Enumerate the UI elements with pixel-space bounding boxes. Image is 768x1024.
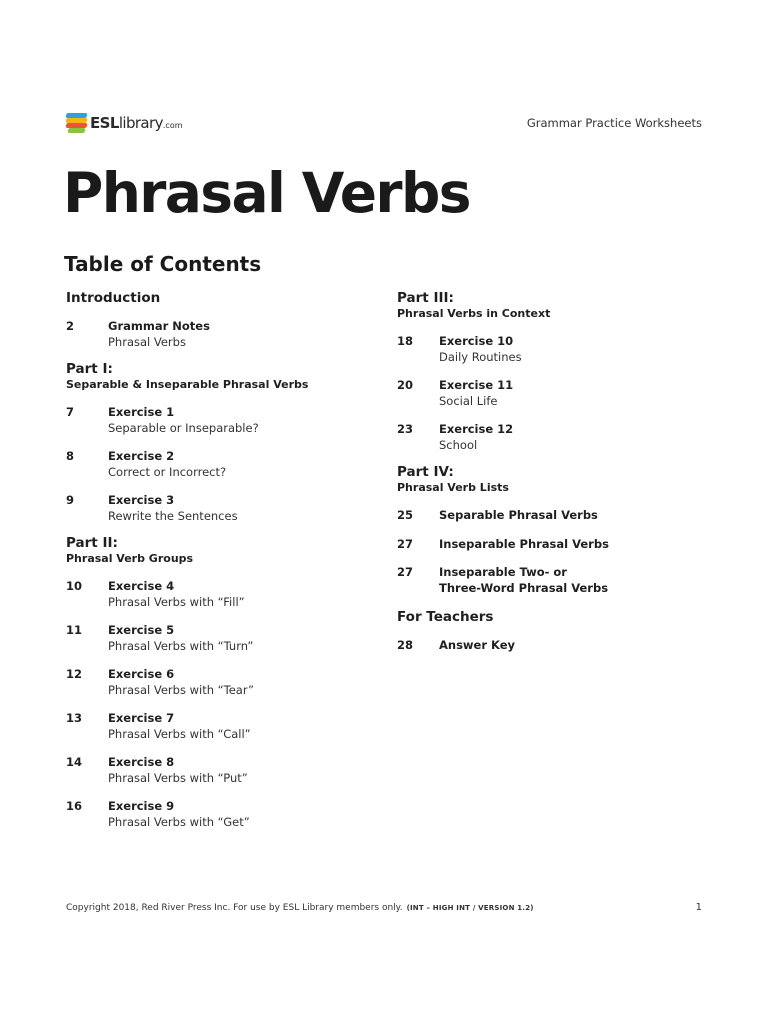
toc-entry[interactable]: [397, 508, 717, 524]
toc-entry[interactable]: [66, 405, 366, 436]
page-number: 12: [66, 667, 83, 681]
page-number: 8: [66, 449, 75, 463]
page-number: 14: [66, 755, 83, 769]
toc-right-column: [397, 290, 717, 654]
entry-title: Exercise 7: [108, 711, 175, 725]
entry-title: Exercise 3: [108, 493, 175, 507]
entry-title: Exercise 6: [108, 667, 175, 681]
toc-section-introduction: [66, 290, 366, 350]
page-number: 16: [66, 799, 83, 813]
page-number: 27: [397, 536, 414, 551]
page-number: 27: [397, 565, 414, 579]
page-number: 13: [66, 711, 83, 725]
entry-description: Phrasal Verbs with “Put”: [108, 770, 248, 785]
esl-library-logo: [66, 112, 183, 134]
entry-title: Exercise 2: [108, 449, 175, 463]
page-number: 20: [397, 378, 414, 392]
entry-description: Phrasal Verbs with “Get”: [108, 814, 250, 829]
section-subheading: Phrasal Verbs in Context: [397, 307, 551, 320]
toc-section-part3: [397, 290, 717, 453]
section-heading: Part II:: [66, 535, 118, 551]
page-title: Phrasal Verbs: [63, 161, 470, 225]
copyright-text: Copyright 2018, Red River Press Inc. For use by ESL Library members only.: [66, 903, 403, 913]
toc-entry[interactable]: [397, 378, 717, 409]
toc-entry[interactable]: [66, 667, 366, 698]
toc-entry[interactable]: [66, 711, 366, 742]
toc-entry[interactable]: [397, 565, 717, 596]
toc-section-part1: [66, 361, 366, 524]
entry-description: Separable or Inseparable?: [108, 420, 259, 435]
section-heading: For Teachers: [397, 609, 494, 625]
entry-title: Exercise 4: [108, 579, 175, 593]
entry-title: Exercise 9: [108, 799, 175, 813]
entry-title: Exercise 8: [108, 755, 175, 769]
entry-description: Phrasal Verbs with “Fill”: [108, 594, 245, 609]
toc-entry[interactable]: [66, 799, 366, 830]
entry-description: Phrasal Verbs with “Tear”: [108, 682, 254, 697]
toc-left-column: [66, 290, 366, 830]
page-number: 18: [397, 334, 414, 348]
entry-title: Separable Phrasal Verbs: [439, 508, 598, 522]
toc-entry[interactable]: [66, 319, 366, 350]
entry-title: Answer Key: [439, 638, 516, 652]
toc-entry[interactable]: [66, 493, 366, 524]
toc-heading: Table of Contents: [64, 252, 262, 276]
toc-entry[interactable]: [397, 537, 717, 553]
page-number: 2: [66, 319, 75, 333]
copyright-notice: [66, 903, 534, 913]
entry-title: Exercise 10: [439, 334, 514, 348]
page-number: 7: [66, 405, 75, 419]
entry-description: Phrasal Verbs with “Turn”: [108, 638, 254, 653]
section-subheading: Separable & Inseparable Phrasal Verbs: [66, 378, 309, 391]
books-stack-icon: [66, 113, 87, 133]
entry-description: School: [439, 437, 478, 452]
entry-title-line2: Three-Word Phrasal Verbs: [439, 580, 609, 595]
toc-section-teachers: [397, 609, 717, 654]
entry-title: Exercise 11: [439, 378, 514, 392]
series-title: Grammar Practice Worksheets: [526, 116, 702, 130]
toc-entry[interactable]: [66, 579, 366, 610]
section-heading: Part IV:: [397, 464, 454, 480]
entry-description: Social Life: [439, 393, 498, 408]
entry-title: Grammar Notes: [108, 319, 210, 333]
page-number: 10: [66, 579, 83, 593]
section-heading: Part I:: [66, 361, 113, 377]
toc-entry[interactable]: [397, 334, 717, 365]
page-number: 25: [397, 508, 414, 522]
entry-description: Correct or Incorrect?: [108, 464, 227, 479]
entry-description: Daily Routines: [439, 349, 522, 364]
toc-entry[interactable]: [66, 449, 366, 480]
toc-entry[interactable]: [397, 422, 717, 453]
entry-title: Inseparable Two- or: [439, 565, 567, 579]
section-heading: Part III:: [397, 290, 454, 306]
section-heading: Introduction: [66, 290, 161, 306]
entry-description: Rewrite the Sentences: [108, 508, 238, 523]
logo-text: ESLlibrary.com: [90, 114, 183, 132]
page-number: 9: [66, 493, 75, 507]
entry-description: Phrasal Verbs: [108, 334, 186, 349]
entry-title: Exercise 5: [108, 623, 175, 637]
entry-title: Exercise 12: [439, 422, 514, 436]
entry-description: Phrasal Verbs with “Call”: [108, 726, 251, 741]
section-subheading: Phrasal Verb Lists: [397, 481, 509, 494]
toc-section-part2: [66, 535, 366, 830]
toc-entry[interactable]: [397, 638, 717, 654]
entry-title: Inseparable Phrasal Verbs: [439, 536, 609, 551]
page-number-footer: 1: [695, 902, 702, 913]
level-version: (INT – HIGH INT / VERSION 1.2): [406, 904, 534, 912]
entry-title: Exercise 1: [108, 405, 175, 419]
section-subheading: Phrasal Verb Groups: [66, 552, 194, 565]
page-number: 28: [397, 638, 414, 652]
toc-entry[interactable]: [66, 623, 366, 654]
page-number: 23: [397, 422, 414, 436]
toc-entry[interactable]: [66, 755, 366, 786]
page-number: 11: [66, 623, 83, 637]
toc-section-part4: [397, 464, 717, 596]
